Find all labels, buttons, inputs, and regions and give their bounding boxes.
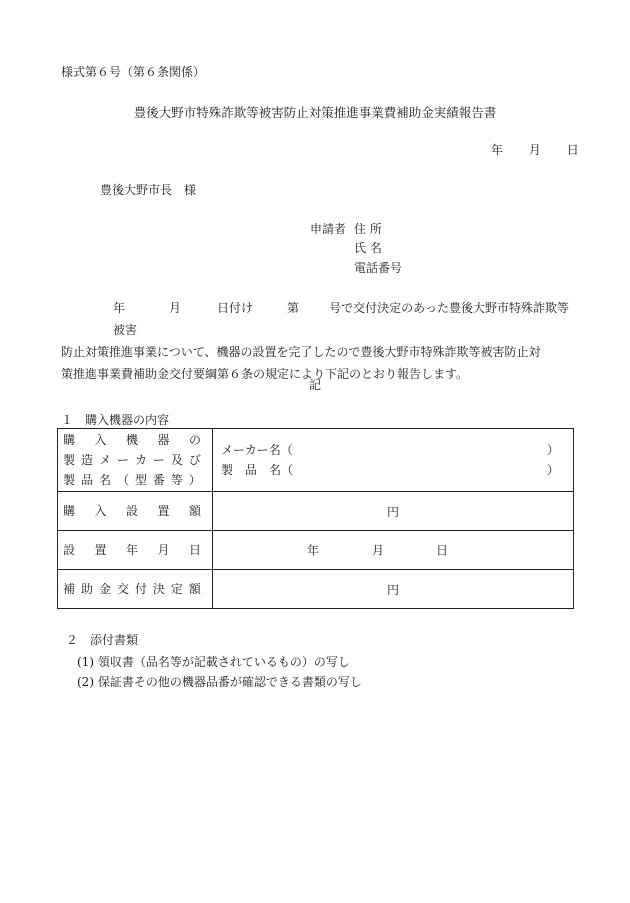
maker-close-paren: ） [546, 443, 559, 457]
label-char: 機 [125, 433, 138, 447]
label-char: 購 [63, 433, 76, 447]
label-char: 名 [98, 473, 111, 487]
label-char: 額 [188, 504, 201, 518]
install-day: 日 [436, 543, 449, 558]
label-char: 及 [170, 453, 183, 467]
label-char: ー [116, 453, 129, 467]
label-char: び [188, 453, 201, 467]
label-char: 製 [63, 473, 76, 487]
label-char: メ [98, 453, 111, 467]
body-number: 第 [287, 301, 300, 315]
purchase-amount-label-cell [58, 492, 213, 531]
product-line [213, 460, 573, 480]
row1-label-line2 [63, 450, 201, 470]
row1-label-line3 [63, 470, 201, 490]
label-char: 助 [80, 582, 93, 596]
install-date-value-cell[interactable] [213, 531, 574, 570]
label-char: 年 [125, 543, 138, 557]
label-char: 金 [98, 582, 111, 596]
table-row-install-date [58, 531, 574, 570]
label-char: 入 [94, 433, 107, 447]
label-char: 入 [94, 504, 107, 518]
label-char: 置 [94, 543, 107, 557]
label-char: 器 [157, 433, 170, 447]
applicant-address-label: 住 所 [354, 222, 382, 236]
body-month: 月 [169, 301, 182, 315]
addressee: 豊後大野市長 様 [100, 183, 197, 197]
attachment-item-2: (2) 保証書その他の機器品番が確認できる書類の写し [77, 675, 362, 689]
applicant-name-label: 氏 名 [354, 241, 382, 255]
row1-label-line1 [63, 430, 201, 450]
maker-value-cell[interactable] [213, 429, 574, 492]
label-char: 日 [188, 543, 201, 557]
label-char: 置 [157, 504, 170, 518]
subsidy-amount-yen: 円 [386, 582, 399, 597]
label-char: 購 [63, 504, 76, 518]
document-title: 豊後大野市特殊詐欺等被害防止対策推進事業費補助金実績報告書 [133, 105, 497, 120]
subsidy-amount-label-cell [58, 570, 213, 609]
label-char: 月 [157, 543, 170, 557]
subsidy-amount-label [63, 579, 201, 599]
label-char: 品 [80, 473, 93, 487]
label-char: 補 [63, 582, 76, 596]
body-year: 年 [113, 301, 126, 315]
label-char: 製 [63, 453, 76, 467]
date-year: 年 [491, 143, 504, 157]
label-char: （ [116, 473, 129, 487]
label-char: 型 [134, 473, 147, 487]
label-char: の [188, 433, 201, 447]
form-number: 様式第６号（第６条関係） [61, 65, 206, 79]
attachment-item-1: (1) 領収書（品名等が記載されているもの）の写し [77, 655, 350, 669]
label-char: 番 [152, 473, 165, 487]
table-row-purchase-amount [58, 492, 574, 531]
maker-line [213, 440, 573, 460]
body-line1-rest: 号で交付決定のあった豊後大野市特殊詐欺等被害 [113, 301, 569, 337]
section2-heading: ２ 添付書類 [66, 633, 139, 647]
body-line3: 策推進事業費補助金交付要綱第６条の規定により下記のとおり報告します。 [61, 367, 469, 381]
label-char: 設 [125, 504, 138, 518]
label-char: 交 [116, 582, 129, 596]
date-month: 月 [528, 143, 541, 157]
install-date-label-cell [58, 531, 213, 570]
label-char: 額 [188, 582, 201, 596]
table-row-maker [58, 429, 574, 492]
label-char: 等 [170, 473, 183, 487]
label-char: 定 [170, 582, 183, 596]
maker-label-cell [58, 429, 213, 492]
purchase-amount-value-cell[interactable] [213, 492, 574, 531]
install-month: 月 [372, 543, 385, 558]
applicant-label: 申請者 [310, 222, 347, 236]
label-char: 付 [134, 582, 147, 596]
body-line2: 防止対策推進事業について、機器の設置を完了したので豊後大野市特殊詐欺等被害防止対 [61, 345, 541, 359]
date-day: 日 [566, 143, 579, 157]
report-date [491, 144, 579, 156]
label-char: ー [152, 453, 165, 467]
applicant-phone-label: 電話番号 [354, 261, 403, 275]
purchase-amount-yen: 円 [386, 504, 399, 519]
product-close-paren: ） [546, 463, 559, 477]
label-char: ） [188, 473, 201, 487]
table-row-subsidy-amount [58, 570, 574, 609]
label-char: カ [134, 453, 147, 467]
section1-heading: １ 購入機器の内容 [61, 413, 170, 427]
maker-name-label: メーカー名（ [221, 443, 293, 457]
subsidy-amount-value-cell[interactable] [213, 570, 574, 609]
install-date-label [63, 540, 201, 560]
body-paragraph [61, 297, 576, 385]
label-char: 設 [63, 543, 76, 557]
purchase-amount-label [63, 501, 201, 521]
label-char: 決 [152, 582, 165, 596]
ki-heading: 記 [308, 378, 321, 392]
install-year: 年 [307, 543, 320, 558]
equipment-table [57, 428, 574, 609]
body-day: 日付け [217, 301, 254, 315]
product-name-label: 製 品 名（ [221, 463, 294, 477]
label-char: 造 [80, 453, 93, 467]
